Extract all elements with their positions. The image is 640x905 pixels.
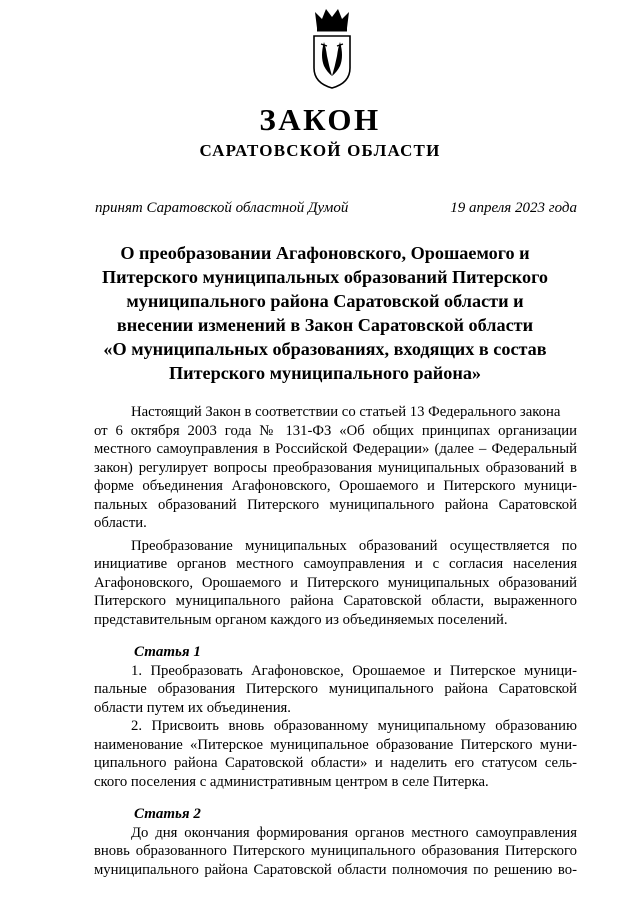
preamble-paragraph-2	[94, 537, 577, 630]
text-line: Агафоновского, Орошаемого и Питерского муниципальных образований	[94, 574, 577, 591]
text-line: области путем их объединения.	[94, 699, 291, 716]
text-line: инициативе органов местного самоуправления и с согласия населения	[94, 556, 577, 572]
text-line: Питерского муниципального района Саратовской области, выраженного	[94, 593, 577, 609]
document-title: ЗАКОН	[259, 102, 381, 137]
text-line: представительным органом каждого из объединяемых поселений.	[94, 611, 508, 628]
saratov-oblast-coat-of-arms-icon	[307, 6, 357, 90]
law-title-line: О преобразовании Агафоновского, Орошаемого и	[120, 243, 530, 263]
text-line: пальные образования Питерского муниципального района Саратовской	[94, 681, 577, 697]
preamble-paragraph-1	[94, 403, 577, 533]
article-1-item-1	[94, 662, 577, 718]
text-line: форме объединения Агафоновского, Орошаемого и Питерского муници-	[94, 478, 577, 494]
document-body	[94, 403, 577, 879]
text-line: До дня окончания формирования органов местного самоуправления	[131, 824, 577, 841]
adopted-by: принят Саратовской областной Думой	[95, 200, 349, 216]
document-subtitle: САРАТОВСКОЙ ОБЛАСТИ	[199, 141, 441, 160]
law-title-line: Питерского муниципального района»	[168, 363, 482, 383]
law-title-line: Питерского муниципальных образований Питерского	[101, 267, 549, 287]
text-line: области.	[94, 515, 147, 531]
law-title	[90, 241, 560, 385]
law-title-line: внесении изменений в Закон Саратовской области	[116, 315, 534, 335]
adoption-date: 19 апреля 2023 года	[450, 200, 577, 216]
law-title-line: «О муниципальных образованиях, входящих в состав	[103, 339, 547, 359]
text-line: закон) регулирует вопросы преобразования муниципальных образований в	[94, 459, 577, 476]
text-line: муниципального района Саратовской области полномочия по решению во-	[94, 861, 577, 878]
article-2-text	[94, 824, 577, 880]
text-line: от 6 октября 2003 года № 131-ФЗ «Об общих принципах организации	[94, 422, 577, 439]
adoption-line	[95, 200, 577, 217]
law-title-line: муниципального района Саратовской области и	[126, 291, 524, 311]
article-2-heading: Статья 2	[134, 806, 201, 822]
text-line: Преобразование муниципальных образований осуществляется по	[131, 537, 577, 554]
text-line: ципального района Саратовской области» и наделить его статусом сель-	[94, 755, 577, 771]
text-line: 1. Преобразовать Агафоновское, Орошаемое и Питерское муници-	[131, 662, 577, 679]
article-1-heading: Статья 1	[134, 644, 201, 660]
text-line: вновь образованного Питерского муниципального образования Питерского	[94, 843, 577, 859]
text-line: местного самоуправления в Российской Федерации» (далее – Федеральный	[94, 441, 577, 457]
text-line: 2. Присвоить вновь образованному муниципальному образованию	[131, 718, 577, 734]
text-line: Настоящий Закон в соответствии со статьей 13 Федерального закона	[131, 404, 561, 420]
article-1-item-2	[94, 717, 577, 791]
text-line: пальных образований Питерского муниципального района Саратовской	[94, 496, 577, 513]
text-line: наименование «Питерское муниципальное образование Питерского муни-	[94, 736, 577, 753]
text-line: ского поселения с административным центром в селе Питерка.	[94, 773, 489, 790]
